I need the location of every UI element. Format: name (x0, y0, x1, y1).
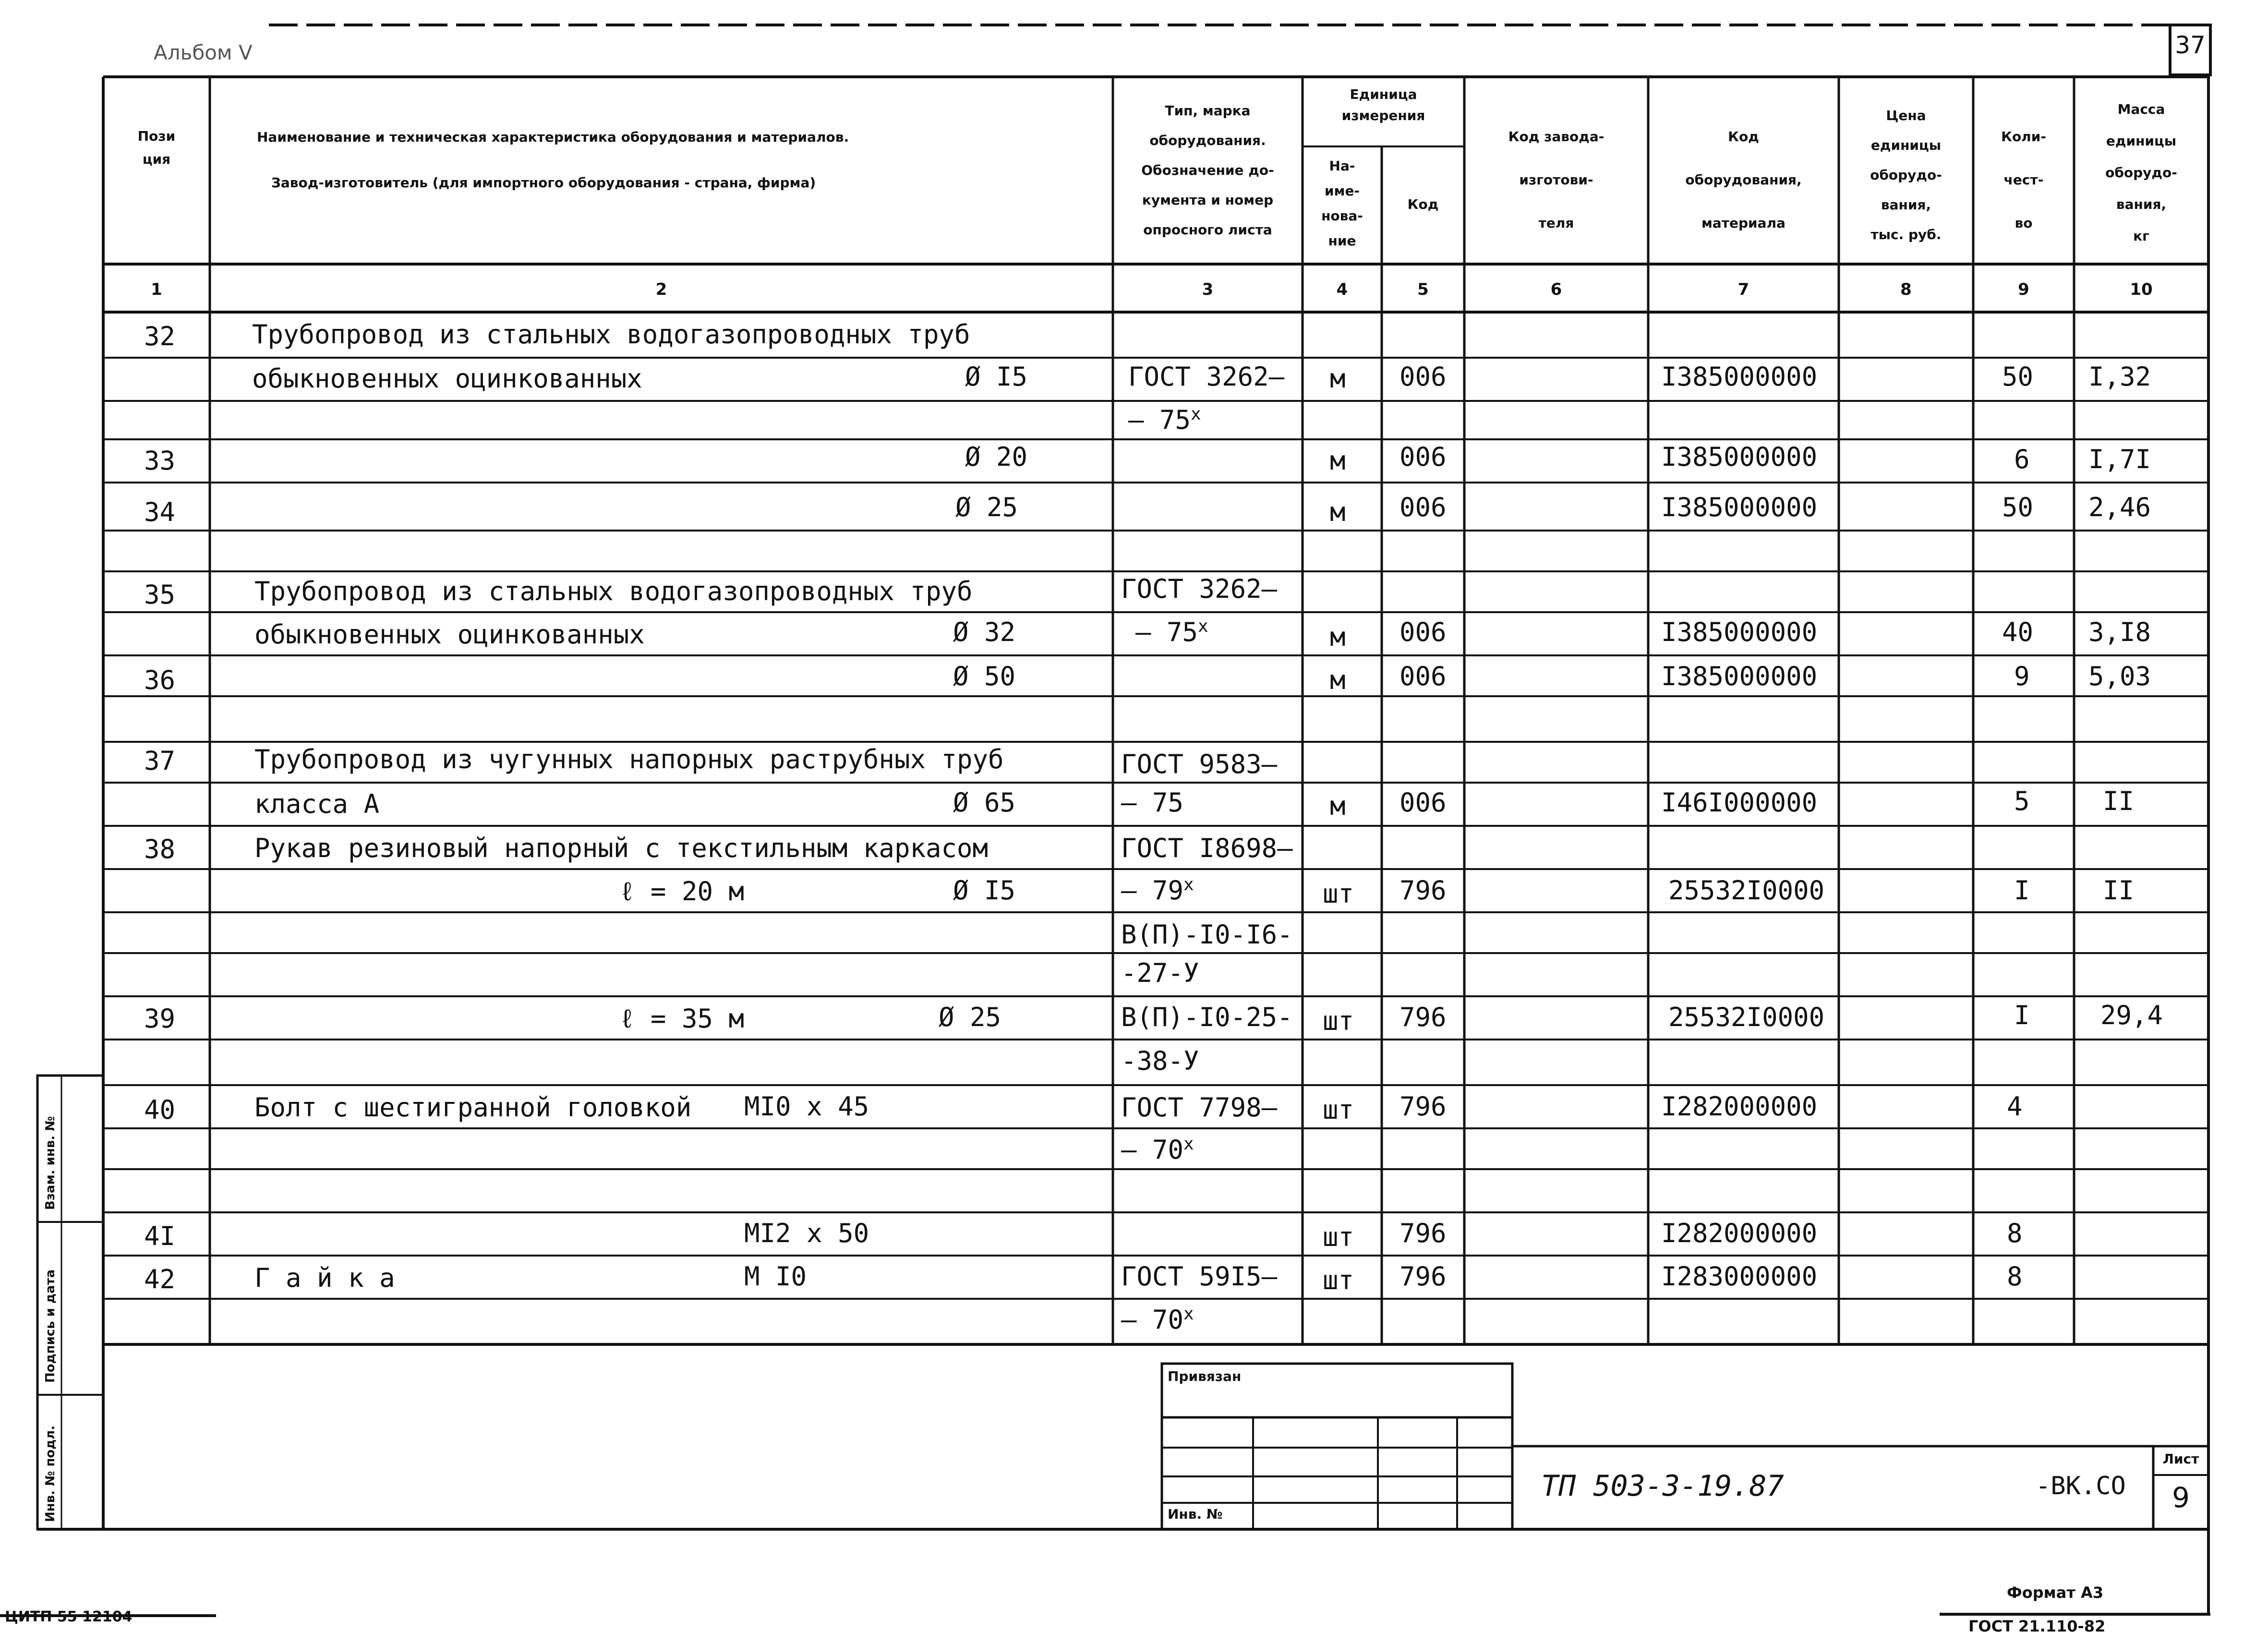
row-quantity: 8 (2007, 1261, 2023, 1292)
row-type: – 79$^x$ (1121, 875, 1194, 906)
row-unit-code: 796 (1399, 1261, 1447, 1292)
row-unit-code: 796 (1399, 1091, 1447, 1122)
row-unit: шт (1323, 1095, 1354, 1125)
row-unit: шт (1323, 1006, 1354, 1036)
row-diameter: Ø 32 (953, 617, 1016, 647)
row-type: ГОСТ 9583– (1121, 749, 1278, 779)
row-quantity: 4 (2007, 1091, 2023, 1122)
row-unit: шт (1323, 1265, 1354, 1295)
row-quantity: 6 (2014, 444, 2030, 474)
row-mass: II (2103, 786, 2135, 816)
footer-format: Формат А3 (2007, 1584, 2104, 1602)
row-quantity: 5 (2014, 786, 2030, 816)
row-position: 37 (144, 746, 176, 776)
row-unit: м (1330, 622, 1346, 652)
row-size: M I0 (744, 1261, 807, 1292)
row-name: Трубопровод из стальных водогазопроводных труб (252, 319, 970, 350)
row-quantity: 50 (2002, 492, 2034, 522)
side-label-vzam: Взам. инв. № (43, 1116, 58, 1210)
column-number: 8 (1900, 280, 1912, 299)
row-quantity: 50 (2002, 362, 2034, 392)
row-unit-code: 796 (1399, 1218, 1447, 1248)
row-unit-code: 006 (1399, 362, 1447, 392)
row-diameter: Ø 50 (953, 661, 1016, 691)
row-quantity: 9 (2014, 661, 2030, 691)
row-type: В(П)-I0-25- (1121, 1002, 1293, 1032)
row-type: -38-У (1121, 1046, 1199, 1076)
row-unit-code: 796 (1399, 875, 1447, 906)
row-size: MI2 x 50 (744, 1218, 869, 1248)
privyazan-label: Привязан (1168, 1368, 1242, 1384)
row-material-code: I385000000 (1661, 492, 1818, 522)
header-unit-code: Код (1407, 196, 1439, 212)
page-number: 37 (2175, 31, 2206, 59)
header-quantity: Коли- чест- во (2001, 129, 2046, 231)
row-position: 42 (144, 1264, 176, 1294)
row-type: ГОСТ 3262– (1128, 362, 1285, 392)
row-type: – 75 (1121, 787, 1184, 818)
row-unit: м (1330, 363, 1346, 394)
column-number: 7 (1737, 280, 1749, 299)
row-mass: 29,4 (2100, 1000, 2163, 1030)
row-type: -27-У (1121, 958, 1199, 988)
row-material-code: I46I000000 (1661, 787, 1818, 818)
row-position: 39 (144, 1003, 176, 1034)
sheet-label: Лист (2162, 1451, 2199, 1467)
row-position: 38 (144, 834, 176, 864)
row-name: класса А (254, 789, 380, 819)
header-unit-name: На- име- нова- ние (1321, 158, 1363, 249)
row-diameter: Ø I5 (953, 875, 1016, 906)
row-position: 40 (144, 1095, 176, 1125)
row-unit-code: 006 (1399, 492, 1447, 522)
row-type: – 75$^x$ (1135, 616, 1208, 647)
row-name: Рукав резиновый напорный с текстильным каркасом (254, 833, 989, 863)
column-number: 9 (2018, 280, 2029, 299)
footer-gost: ГОСТ 21.110-82 (1968, 1617, 2106, 1635)
row-quantity: 8 (2007, 1218, 2023, 1248)
row-quantity: I (2014, 875, 2030, 906)
row-type: ГОСТ 59I5– (1121, 1261, 1278, 1292)
row-position: 33 (144, 446, 176, 476)
row-mass: 2,46 (2088, 492, 2151, 522)
row-type: ГОСТ I8698– (1121, 833, 1293, 863)
row-position: 35 (144, 580, 176, 610)
row-position: 34 (144, 497, 176, 527)
row-type: – 70$^x$ (1121, 1134, 1194, 1165)
row-name: Трубопровод из стальных водогазопроводных труб (254, 576, 973, 606)
row-quantity: I (2014, 1000, 2030, 1030)
row-material-code: I283000000 (1661, 1261, 1818, 1292)
row-mass: I,7I (2088, 444, 2151, 474)
side-label-inv: Инв. № подл. (43, 1425, 58, 1522)
sheet-number: 9 (2172, 1481, 2190, 1514)
annex-label: Альбом V (154, 41, 253, 64)
column-number: 4 (1336, 280, 1348, 299)
row-length: ℓ = 20 м (619, 876, 744, 907)
row-diameter: Ø 25 (939, 1002, 1001, 1032)
row-length: ℓ = 35 м (619, 1003, 744, 1034)
column-number: 6 (1550, 280, 1562, 299)
document-code: ТП 503-3-19.87 (1541, 1469, 1784, 1503)
header-material-code: Код оборудования, материала (1685, 129, 1802, 231)
row-material-code: 25532I0000 (1668, 875, 1825, 906)
row-type: – 70$^x$ (1121, 1304, 1194, 1335)
row-unit-code: 006 (1399, 617, 1447, 647)
row-mass: 3,I8 (2088, 617, 2151, 647)
header-manufacturer-code: Код завода- изготови- теля (1508, 129, 1604, 231)
row-size: MI0 x 45 (744, 1091, 869, 1122)
header-type: Тип, марка оборудования. Обозначение до- кумента и номер опросного листа (1141, 103, 1274, 238)
row-name: Трубопровод из чугунных напорных раструбных труб (254, 744, 1004, 774)
document-suffix: -ВК.СО (2036, 1472, 2126, 1500)
row-diameter: Ø 25 (955, 492, 1018, 522)
row-unit: м (1330, 665, 1346, 695)
column-number: 10 (2130, 280, 2153, 299)
row-name: Болт с шестигранной головкой (254, 1092, 692, 1123)
row-type: – 75$^x$ (1128, 404, 1201, 435)
row-type: В(П)-I0-I6- (1121, 919, 1293, 950)
row-diameter: Ø I5 (965, 362, 1028, 392)
row-position: 4I (144, 1221, 176, 1251)
row-material-code: I282000000 (1661, 1091, 1818, 1122)
column-number: 2 (655, 280, 667, 299)
side-label-podpis: Подпись и дата (43, 1269, 58, 1383)
header-position: Пози ция (137, 128, 176, 167)
column-number: 3 (1202, 280, 1214, 299)
row-mass: II (2103, 875, 2135, 906)
footer-code: ЦИТП 55 12104 (5, 1608, 133, 1625)
row-unit: шт (1323, 879, 1354, 909)
row-position: 32 (144, 321, 176, 351)
header-unit: Единица измерения (1341, 86, 1425, 123)
row-quantity: 40 (2002, 617, 2034, 647)
column-number: 5 (1417, 280, 1429, 299)
row-unit-code: 006 (1399, 661, 1447, 691)
row-position: 36 (144, 665, 176, 695)
row-material-code: I385000000 (1661, 617, 1818, 647)
row-material-code: I385000000 (1661, 661, 1818, 691)
row-name: Г а й к а (254, 1263, 395, 1293)
header-mass: Масса единицы оборудо- вания, кг (2105, 101, 2177, 244)
row-unit-code: 006 (1399, 442, 1447, 472)
row-type: ГОСТ 7798– (1121, 1092, 1278, 1123)
row-unit: м (1330, 791, 1346, 821)
row-material-code: I282000000 (1661, 1218, 1818, 1248)
row-unit: м (1330, 446, 1346, 476)
row-mass: 5,03 (2088, 661, 2151, 691)
row-diameter: Ø 20 (965, 442, 1028, 472)
header-name-line1: Наименование и техническая характеристика оборудования и материалов. (257, 129, 849, 145)
column-number: 1 (151, 280, 162, 299)
row-unit-code: 796 (1399, 1002, 1447, 1032)
row-material-code: I385000000 (1661, 442, 1818, 472)
row-material-code: 25532I0000 (1668, 1002, 1825, 1032)
inventory-label: Инв. № (1168, 1506, 1223, 1522)
row-unit: м (1330, 497, 1346, 527)
row-diameter: Ø 65 (953, 787, 1016, 818)
row-name: обыкновенных оцинкованных (252, 363, 642, 394)
row-type: ГОСТ 3262– (1121, 574, 1278, 604)
header-price: Цена единицы оборудо- вания, тыс. руб. (1870, 108, 1942, 242)
row-material-code: I385000000 (1661, 362, 1818, 392)
row-unit: шт (1323, 1222, 1354, 1252)
row-mass: I,32 (2088, 362, 2151, 392)
row-name: обыкновенных оцинкованных (254, 619, 645, 650)
row-unit-code: 006 (1399, 787, 1447, 818)
header-name-line2: Завод-изготовитель (для импортного оборудования - страна, фирма) (271, 175, 816, 191)
